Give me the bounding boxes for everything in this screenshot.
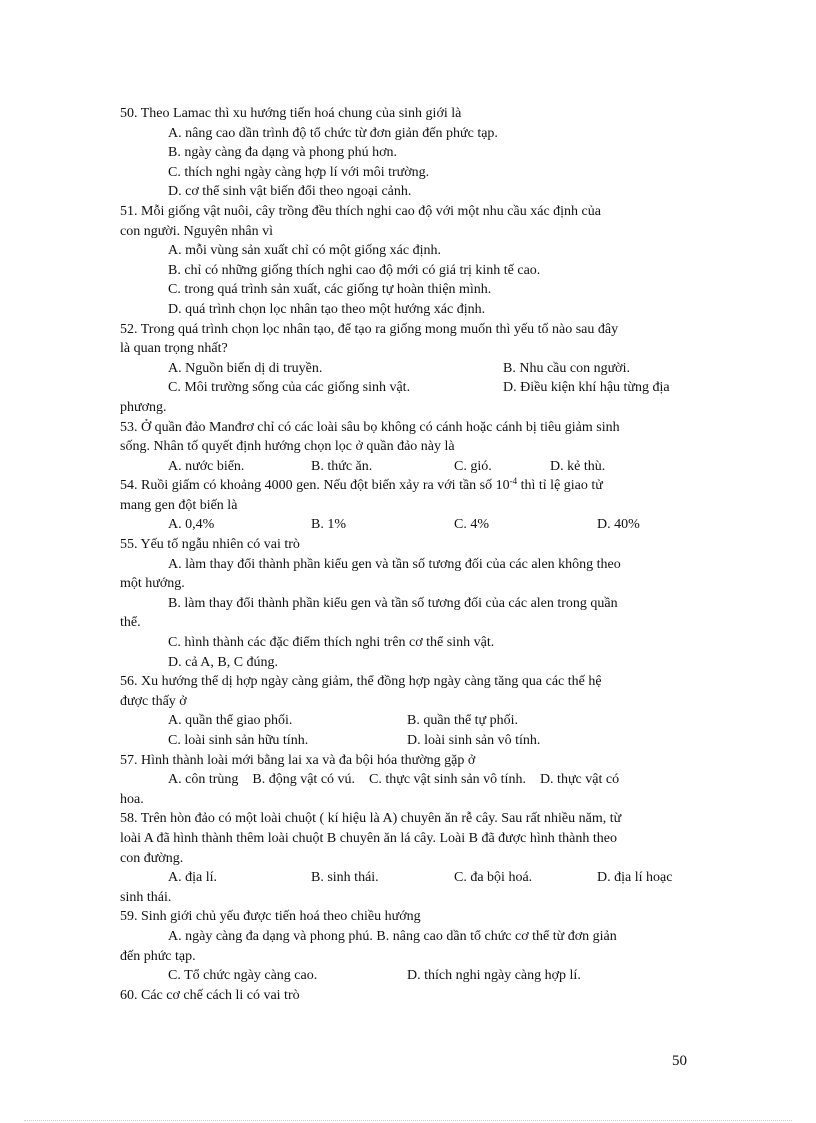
question-53-option-a: A. nước biển. xyxy=(168,458,245,474)
question-56-option-c: C. loài sinh sản hữu tính. xyxy=(168,733,309,748)
question-54-option-b: B. 1% xyxy=(311,517,346,533)
question-55-option-c: C. hình thành các đặc điểm thích nghi trên cơ thể sinh vật. xyxy=(168,635,495,651)
question-55-option-b-cont: thể. xyxy=(120,615,141,631)
question-50-option-d: D. cơ thể sinh vật biến đổi theo ngoại cảnh. xyxy=(168,184,412,200)
question-52-option-d-cont: phương. xyxy=(120,399,167,415)
question-55-option-a-cont: một hướng. xyxy=(120,576,185,592)
question-58-option-d-cont: sinh thái. xyxy=(120,889,172,905)
question-53-stem-line1: 53. Ở quần đảo Manđrơ chỉ có các loài sâu bọ không có cánh hoặc cánh bị tiêu giảm sinh xyxy=(120,419,620,435)
question-50-option-c: C. thích nghi ngày càng hợp lí với môi trường. xyxy=(168,164,430,180)
question-59-option-c: C. Tổ chức ngày càng cao. xyxy=(168,968,318,984)
question-56-stem-line2: được thấy ở xyxy=(120,693,187,709)
question-52-options-row1 xyxy=(120,359,690,379)
page-bottom-divider xyxy=(24,1120,792,1121)
question-58-stem-line1: 58. Trên hòn đảo có một loài chuột ( kí hiệu là A) chuyên ăn rễ cây. Sau rất nhiều năm, từ xyxy=(120,811,622,827)
question-54-option-c: C. 4% xyxy=(454,517,489,533)
question-55-option-a: A. làm thay đổi thành phần kiểu gen và tần số tương đối của các alen không theo xyxy=(168,556,621,572)
question-52-option-a: A. Nguồn biến dị di truyền. xyxy=(168,360,323,376)
question-53-stem-line2: sống. Nhân tố quyết định hướng chọn lọc ở quần đảo này là xyxy=(120,439,455,455)
question-55-option-b: B. làm thay đổi thành phần kiểu gen và tần số tương đối của các alen trong quần xyxy=(168,595,618,611)
question-54-options xyxy=(120,515,690,535)
question-51-option-b: B. chỉ có những giống thích nghi cao độ mới có giá trị kinh tế cao. xyxy=(168,262,541,278)
question-58-stem-line2: loài A đã hình thành thêm loài chuột B chuyên ăn lá cây. Loài B đã được hình thành theo xyxy=(120,830,617,846)
question-51-option-d: D. quá trình chọn lọc nhân tạo theo một hướng xác định. xyxy=(168,301,486,317)
question-52-option-c: C. Môi trường sống của các giống sinh vật. xyxy=(168,380,411,396)
question-54-stem-text: 54. Ruồi giấm có khoảng 4000 gen. Nếu đột biến xảy ra với tần số 10 xyxy=(120,478,510,494)
question-58-options xyxy=(120,868,690,888)
question-54-option-a: A. 0,4% xyxy=(168,517,215,533)
question-51-option-a: A. mỗi vùng sản xuất chỉ có một giống xác định. xyxy=(168,243,441,259)
question-54-option-d: D. 40% xyxy=(597,517,640,533)
question-54-exponent: -4 xyxy=(509,476,518,487)
question-58-option-c: C. đa bội hoá. xyxy=(454,870,533,886)
question-56-options-row1 xyxy=(120,711,690,731)
question-54-stem-line2: mang gen đột biến là xyxy=(120,497,238,513)
question-56-options-row2 xyxy=(120,731,690,751)
question-55-option-d: D. cả A, B, C đúng. xyxy=(168,654,279,670)
question-list xyxy=(120,104,690,1005)
question-51-stem-line2: con người. Nguyên nhân vì xyxy=(120,223,274,239)
question-59-option-d: D. thích nghi ngày càng hợp lí. xyxy=(407,968,581,984)
question-50-option-b: B. ngày càng đa dạng và phong phú hơn. xyxy=(168,145,398,161)
question-52-option-d: D. Điều kiện khí hậu từng địa xyxy=(503,380,670,396)
question-52-option-b: B. Nhu cầu con người. xyxy=(503,360,630,376)
question-55-stem: 55. Yếu tố ngẫu nhiên có vai trò xyxy=(120,537,300,553)
question-60-stem: 60. Các cơ chế cách li có vai trò xyxy=(120,987,300,1003)
question-59-option-b-cont: đến phức tạp. xyxy=(120,948,196,964)
question-57-option-d-cont: hoa. xyxy=(120,791,144,807)
question-58-option-a: A. địa lí. xyxy=(168,870,217,886)
question-58-option-d: D. địa lí hoạc xyxy=(597,870,673,886)
question-58-stem-line3: con đường. xyxy=(120,850,184,866)
question-52-stem-line2: là quan trọng nhất? xyxy=(120,341,228,357)
question-58-option-b: B. sinh thái. xyxy=(311,870,379,886)
question-51-option-c: C. trong quá trình sản xuất, các giống tự hoàn thiện mình. xyxy=(168,282,492,298)
question-56-stem-line1: 56. Xu hướng thể dị hợp ngày càng giảm, thể đồng hợp ngày càng tăng qua các thế hệ xyxy=(120,674,602,690)
page-number: 50 xyxy=(672,1053,687,1069)
question-54-stem-text-end: thì tỉ lệ giao tử xyxy=(517,478,603,494)
question-50-stem: 50. Theo Lamac thì xu hướng tiến hoá chung của sinh giới là xyxy=(120,106,462,121)
question-56-option-a: A. quần thể giao phối. xyxy=(168,713,293,729)
question-57-options: A. côn trùng B. động vật có vú. C. thực vật sinh sản vô tính. D. thực vật có xyxy=(168,772,620,788)
question-59-stem: 59. Sinh giới chủ yếu được tiến hoá theo chiều hướng xyxy=(120,909,421,925)
question-53-option-c: C. gió. xyxy=(454,458,492,474)
question-56-option-b: B. quần thể tự phối. xyxy=(407,713,519,729)
question-57-stem: 57. Hình thành loài mới bằng lai xa và đa bội hóa thường gặp ở xyxy=(120,752,476,768)
question-53-options xyxy=(120,457,690,477)
question-53-option-b: B. thức ăn. xyxy=(311,458,373,474)
question-56-option-d: D. loài sinh sản vô tính. xyxy=(407,733,541,748)
question-52-options-row2 xyxy=(120,378,690,398)
question-59-options-cd xyxy=(120,966,690,986)
question-52-stem-line1: 52. Trong quá trình chọn lọc nhân tạo, để tạo ra giống mong muốn thì yếu tố nào sau đây xyxy=(120,321,619,337)
question-50-option-a: A. nâng cao dần trình độ tổ chức từ đơn giản đến phức tạp. xyxy=(168,125,498,141)
question-59-options-ab: A. ngày càng đa dạng và phong phú. B. nâng cao dần tổ chức cơ thể từ đơn giản xyxy=(168,928,617,944)
question-54-stem-line1 xyxy=(120,476,690,496)
question-53-option-d: D. kẻ thù. xyxy=(550,458,606,474)
question-51-stem-line1: 51. Mỗi giống vật nuôi, cây trồng đều thích nghi cao độ với một nhu cầu xác định của xyxy=(120,203,601,219)
